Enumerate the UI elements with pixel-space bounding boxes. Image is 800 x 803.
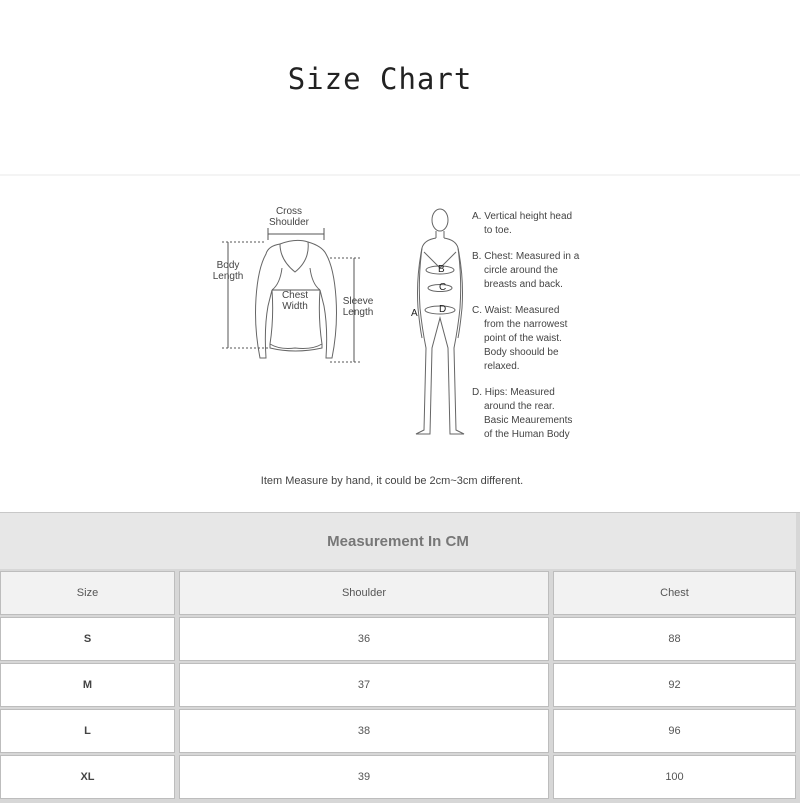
marker-a: A [411,308,418,319]
marker-b: B [438,264,445,275]
note-a: A. Vertical height head to toe. [472,211,573,236]
marker-c: C [439,282,447,293]
row-m-size: M [0,663,175,707]
note-d: D. Hips: Measured around the rear. Basic Meaurements of the Human Body [472,387,573,440]
human-figure [416,209,464,434]
col-header-shoulder: Shoulder [179,571,549,615]
row-m-shoulder: 37 [179,663,549,707]
cross-shoulder-label: Cross Shoulder [268,206,310,228]
section-divider [0,174,800,176]
row-m-chest: 92 [553,663,796,707]
measurement-notes [472,210,592,454]
sleeve-length-label: Sleeve Length [342,296,374,318]
measure-disclaimer: Item Measure by hand, it could be 2cm~3cm different. [260,475,524,487]
note-b: B. Chest: Measured in a circle around the breasts and back. [472,251,580,290]
chest-width-label: Chest Width [281,290,309,312]
row-l-chest: 96 [553,709,796,753]
table-title: Measurement In CM [0,513,796,569]
row-l-size: L [0,709,175,753]
marker-d: D [439,304,447,315]
note-c: C. Waist: Measured from the narrowest point of the waist. Body shoould be relaxed. [472,305,568,372]
row-l-shoulder: 38 [179,709,549,753]
row-s-shoulder: 36 [179,617,549,661]
measurement-diagram [210,198,600,458]
page-title: Size Chart [287,62,473,96]
row-xl-shoulder: 39 [179,755,549,799]
size-table [0,512,800,803]
col-header-chest: Chest [553,571,796,615]
body-length-label: Body Length [212,260,244,282]
row-s-chest: 88 [553,617,796,661]
col-header-size: Size [0,571,175,615]
row-s-size: S [0,617,175,661]
row-xl-size: XL [0,755,175,799]
row-xl-chest: 100 [553,755,796,799]
